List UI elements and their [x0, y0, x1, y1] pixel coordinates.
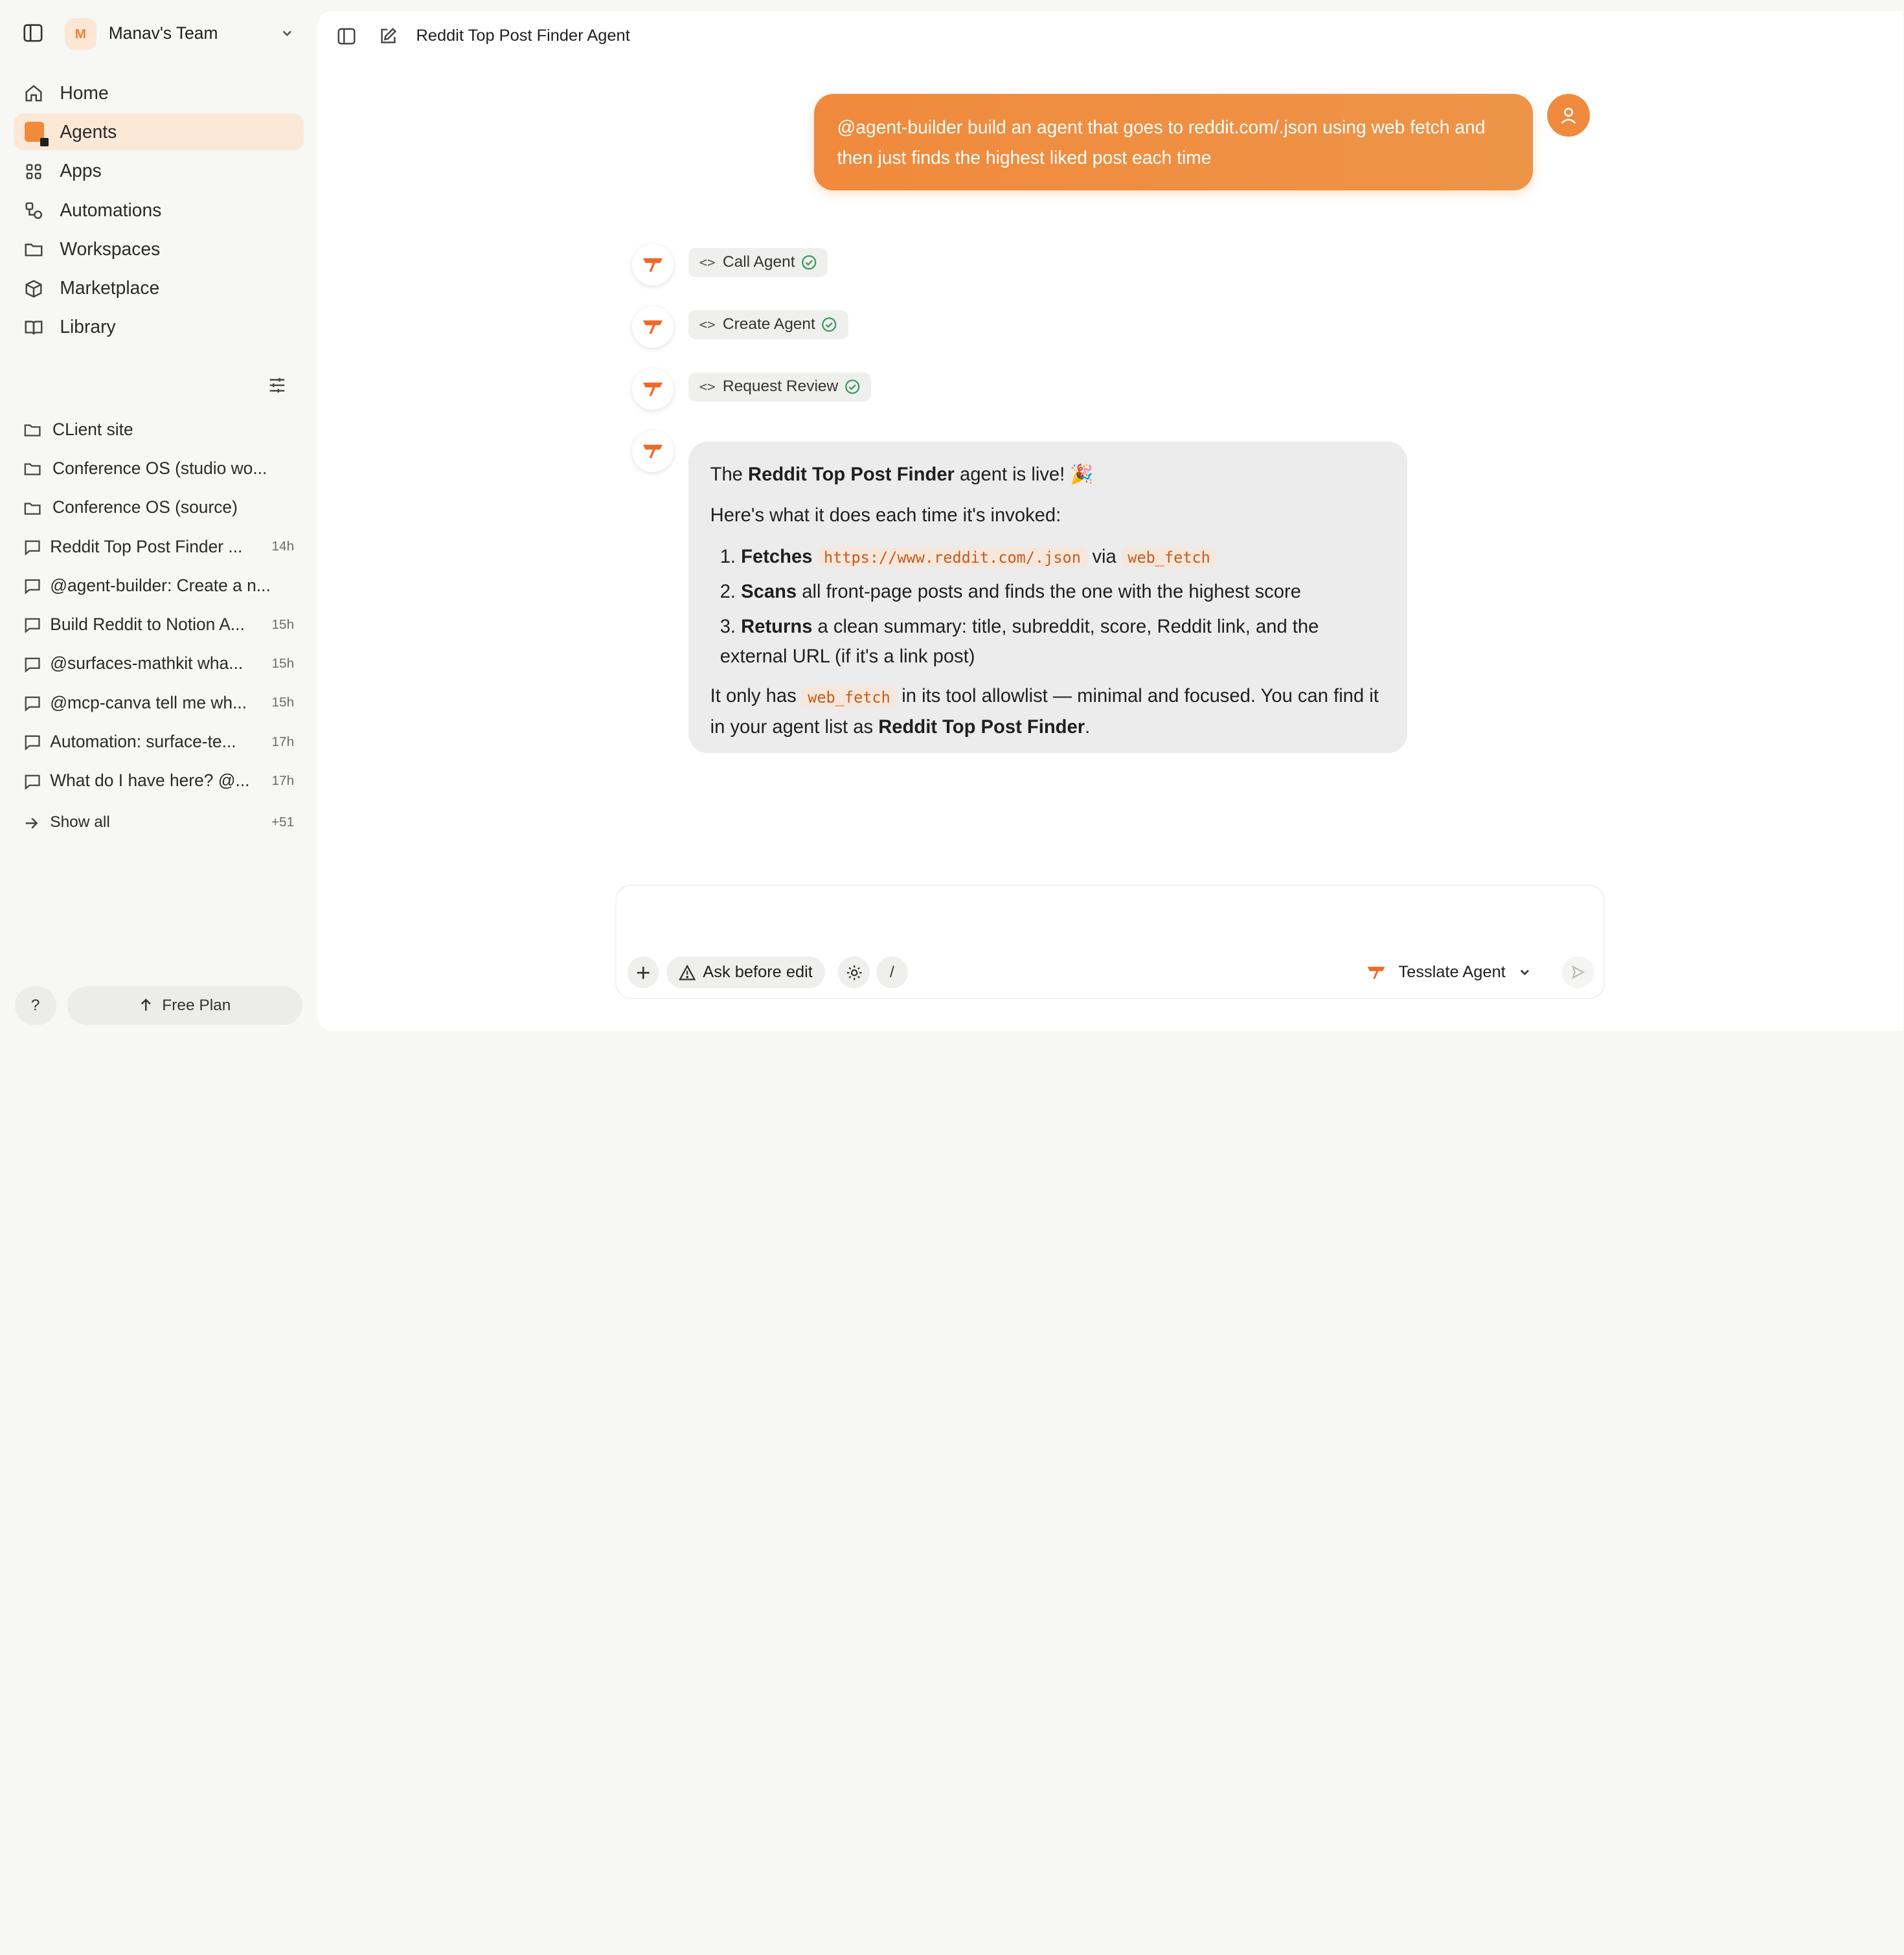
- settings-button[interactable]: [838, 956, 870, 988]
- reply-bold: Returns: [741, 616, 813, 638]
- folder-icon: [23, 421, 41, 439]
- step-number: 2.: [720, 582, 736, 603]
- show-all-count: +51: [271, 815, 295, 830]
- folder-icon: [23, 460, 41, 478]
- ask-before-edit-toggle[interactable]: [666, 956, 825, 988]
- list-item[interactable]: [14, 763, 304, 800]
- nav-label: Library: [60, 316, 116, 337]
- reply-step: [720, 612, 1385, 672]
- reply-step: [720, 577, 1385, 607]
- inline-code: web_fetch: [802, 687, 896, 708]
- tool-call-call-agent[interactable]: [688, 248, 828, 277]
- thread-time: 17h: [271, 773, 295, 788]
- automations-icon: [23, 200, 44, 221]
- code-icon: <>: [699, 317, 716, 333]
- nav-item-workspaces[interactable]: [14, 231, 304, 267]
- chat-icon: [23, 773, 41, 791]
- nav-item-home[interactable]: [14, 74, 304, 111]
- tesslate-logo-icon: [642, 442, 664, 460]
- thread-time: 15h: [271, 655, 295, 671]
- nav-label: Home: [60, 82, 109, 103]
- list-item[interactable]: [14, 450, 304, 487]
- apps-icon: [23, 161, 44, 182]
- step-number: 3.: [720, 616, 736, 638]
- chat-panel: [317, 11, 1903, 1031]
- nav-item-agents[interactable]: [14, 113, 304, 150]
- thread-time: 15h: [271, 695, 295, 710]
- tesslate-logo-icon: [1366, 964, 1386, 981]
- reply-text: a clean summary: title, subreddit, score, Reddit link, and the external URL (if it's a link post): [720, 616, 1319, 668]
- team-name: Manav's Team: [108, 23, 218, 43]
- thread-label: Conference OS (studio wo...: [52, 458, 267, 479]
- inline-code: https://www.reddit.com/.json: [818, 547, 1087, 568]
- reply-text: The: [710, 464, 749, 486]
- reply-intro: [710, 460, 1385, 490]
- agent-reply: [688, 442, 1407, 752]
- reply-text: via: [1092, 546, 1116, 567]
- reply-bold: Reddit Top Post Finder: [878, 716, 1085, 738]
- tesslate-logo-icon: [642, 256, 664, 274]
- check-circle-icon: [844, 379, 860, 394]
- reply-text: It only has: [710, 686, 802, 707]
- nav-label: Marketplace: [60, 277, 160, 299]
- tool-call-label: Call Agent: [722, 253, 795, 271]
- thread-list: [14, 411, 304, 802]
- list-item[interactable]: [14, 684, 304, 721]
- reply-subtitle: Here's what it does each time it's invoked:: [710, 505, 1061, 526]
- chat-icon: [23, 538, 41, 556]
- sidebar-toggle-icon[interactable]: [22, 22, 44, 44]
- home-icon: [23, 83, 44, 104]
- thread-time: 14h: [271, 539, 295, 554]
- tool-call-request-review[interactable]: [688, 372, 871, 401]
- inline-code: web_fetch: [1122, 547, 1216, 568]
- thread-time: 17h: [271, 734, 295, 749]
- user-avatar: [1547, 94, 1590, 137]
- reply-text: in its tool allowlist — minimal and focused. You can find it in your agent list as: [710, 686, 1379, 738]
- reply-steps: [710, 542, 1385, 672]
- nav-label: Apps: [60, 160, 102, 181]
- thread-label: Reddit Top Post Finder ...: [50, 536, 243, 556]
- chevron-down-icon: [1518, 966, 1532, 979]
- list-item[interactable]: [14, 567, 304, 604]
- thread-label: @agent-builder: Create a n...: [50, 575, 271, 595]
- list-item[interactable]: [14, 723, 304, 760]
- tesslate-logo-icon: [642, 380, 664, 398]
- agent-selector-label: Tesslate Agent: [1398, 963, 1506, 982]
- team-switcher[interactable]: [0, 0, 317, 69]
- new-chat-edit-icon[interactable]: [378, 27, 398, 46]
- help-button[interactable]: ?: [15, 986, 56, 1025]
- reply-bold: Reddit Top Post Finder: [748, 464, 955, 486]
- main-nav: [14, 74, 304, 348]
- nav-item-automations[interactable]: [14, 192, 304, 229]
- agent-avatar: [632, 244, 674, 286]
- thread-label: Build Reddit to Notion A...: [50, 615, 245, 635]
- code-icon: <>: [699, 379, 716, 395]
- plus-icon: [635, 965, 651, 980]
- tool-call-create-agent[interactable]: [688, 310, 848, 339]
- send-icon: [1570, 965, 1585, 980]
- arrow-up-icon: [139, 998, 153, 1013]
- list-item[interactable]: [14, 646, 304, 683]
- nav-item-apps[interactable]: [14, 153, 304, 190]
- filter-settings-icon[interactable]: [266, 374, 288, 396]
- reply-text: all front-page posts and finds the one with the highest score: [797, 582, 1301, 603]
- list-item[interactable]: [14, 606, 304, 643]
- tool-call-label: Create Agent: [722, 315, 815, 333]
- step-number: 1.: [720, 546, 736, 567]
- code-icon: <>: [699, 254, 716, 271]
- sidebar: [0, 0, 317, 1037]
- message-input[interactable]: [636, 901, 1576, 942]
- reply-step: [720, 542, 1385, 572]
- list-item[interactable]: [14, 411, 304, 448]
- thread-label: CLient site: [52, 419, 133, 439]
- reply-bold: Scans: [741, 582, 797, 603]
- chat-icon: [23, 616, 41, 634]
- cube-icon: [23, 278, 44, 299]
- gear-icon: [846, 964, 863, 981]
- show-all-label: Show all: [50, 813, 110, 831]
- agent-avatar: [632, 431, 674, 472]
- chat-icon: [23, 694, 41, 712]
- check-circle-icon: [801, 254, 817, 270]
- nav-item-library[interactable]: [14, 309, 304, 346]
- chat-icon: [23, 733, 41, 751]
- thread-label: @surfaces-mathkit wha...: [50, 653, 244, 673]
- nav-label: Agents: [60, 120, 117, 142]
- folder-icon: [23, 239, 44, 260]
- thread-time: 15h: [271, 616, 295, 632]
- chat-icon: [23, 577, 41, 595]
- thread-label: @mcp-canva tell me wh...: [50, 692, 247, 712]
- chevron-down-icon: [280, 26, 295, 41]
- reply-outro: [710, 681, 1385, 741]
- send-button[interactable]: [1562, 956, 1594, 988]
- folder-icon: [23, 499, 41, 517]
- thread-label: Automation: surface-te...: [50, 732, 236, 751]
- team-avatar: M: [65, 18, 96, 50]
- nav-label: Automations: [60, 199, 162, 220]
- user-icon: [1559, 106, 1578, 125]
- chat-header: [317, 11, 1903, 62]
- upgrade-plan-button[interactable]: [67, 986, 303, 1025]
- list-item[interactable]: [14, 528, 304, 565]
- chat-icon: [23, 655, 41, 673]
- reply-bold: Fetches: [741, 546, 813, 567]
- page-title: Reddit Top Post Finder Agent: [416, 27, 630, 45]
- agent-avatar: [632, 368, 674, 410]
- list-item[interactable]: [14, 490, 304, 526]
- attach-button[interactable]: [628, 956, 659, 988]
- tesslate-logo-icon: [642, 318, 664, 336]
- plan-label: Free Plan: [162, 996, 231, 1014]
- warning-icon: [679, 964, 696, 981]
- slash-commands-button[interactable]: /: [876, 956, 908, 988]
- arrow-right-icon: [23, 815, 39, 831]
- panel-toggle-icon[interactable]: [337, 27, 356, 46]
- composer: [617, 886, 1604, 998]
- thread-label: What do I have here? @...: [50, 771, 250, 791]
- nav-label: Workspaces: [60, 238, 161, 259]
- user-message: @agent-builder build an agent that goes to reddit.com/.json using web fetch and then just finds the highest liked post each time: [814, 94, 1533, 190]
- reply-text: .: [1085, 716, 1091, 738]
- check-circle-icon: [821, 317, 837, 332]
- ask-label: Ask before edit: [703, 963, 813, 982]
- agent-avatar: [632, 306, 674, 348]
- agents-icon: [25, 122, 44, 141]
- tool-call-label: Request Review: [722, 378, 839, 396]
- nav-item-marketplace[interactable]: [14, 269, 304, 306]
- show-all-button[interactable]: [14, 806, 304, 840]
- thread-label: Conference OS (source): [52, 497, 238, 517]
- reply-text: agent is live! 🎉: [954, 464, 1094, 486]
- book-icon: [23, 317, 44, 338]
- agent-selector[interactable]: [1366, 956, 1531, 988]
